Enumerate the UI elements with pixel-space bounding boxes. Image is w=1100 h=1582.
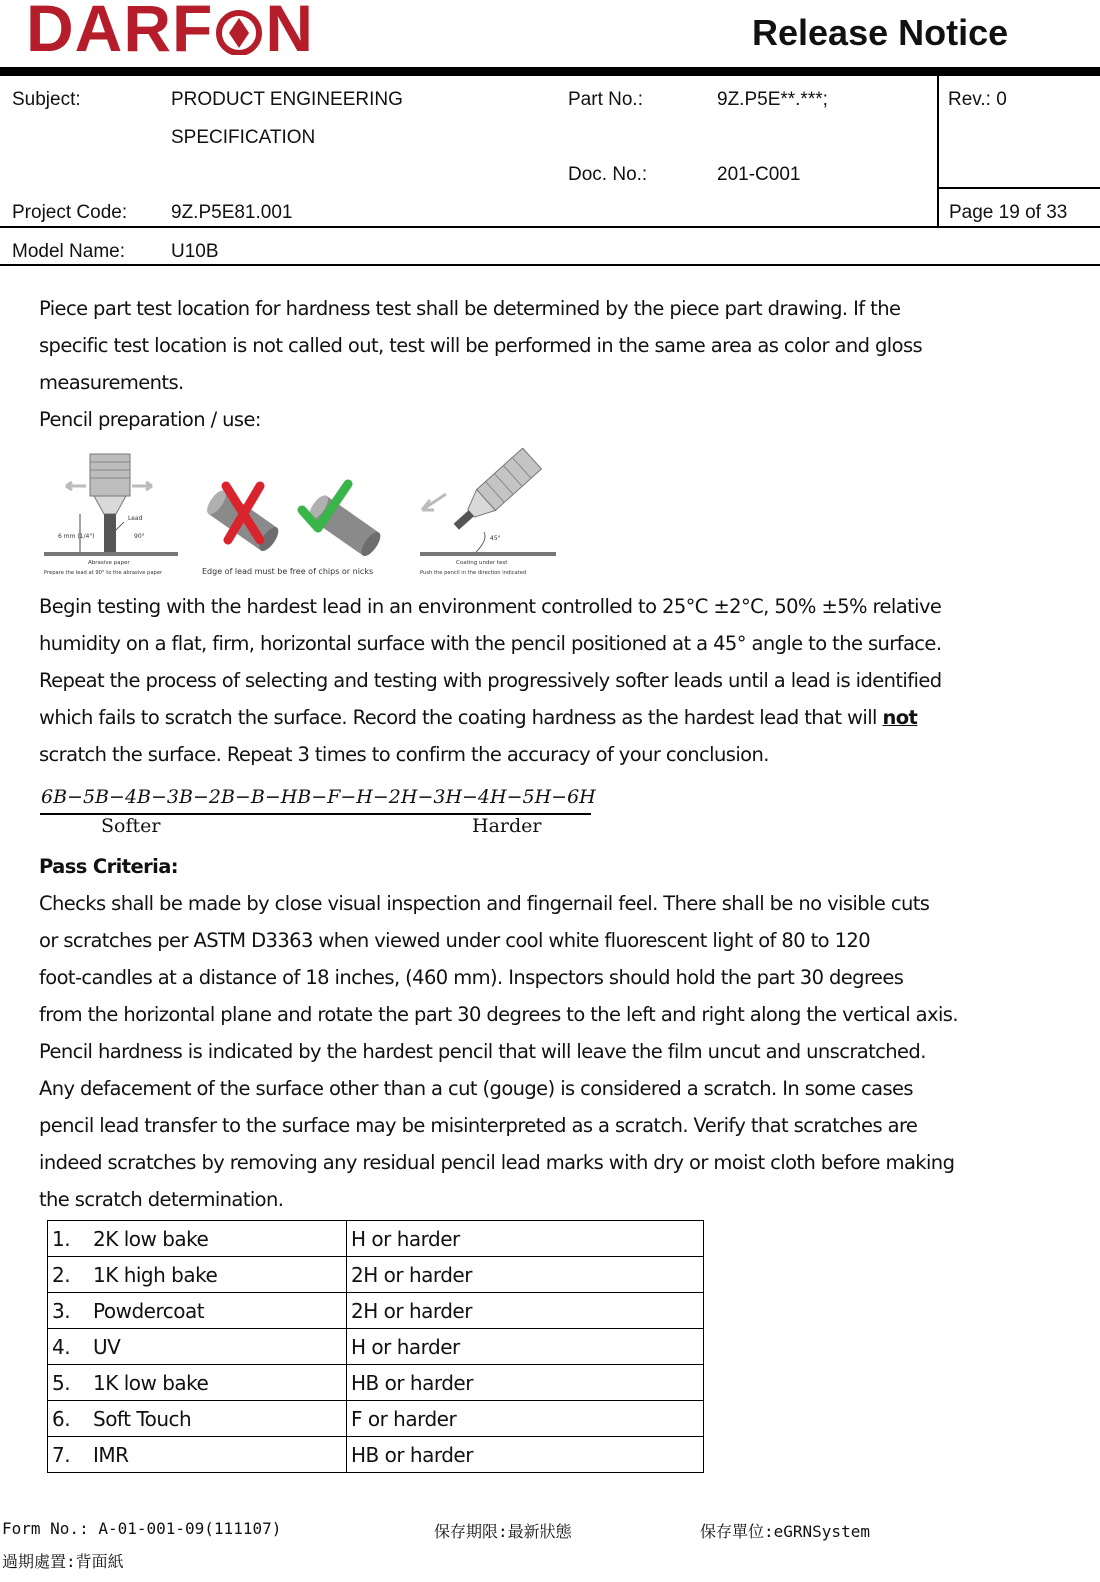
model-name-label: Model Name: (12, 241, 125, 262)
logo-mark-icon (215, 4, 263, 52)
hardness-requirements-table (47, 1220, 704, 1473)
requirement-cell: F or harder (347, 1401, 704, 1437)
footer-retention: 保存期限:最新狀態 (434, 1522, 572, 1541)
header-divider-page (937, 187, 1100, 189)
rev-label: Rev.: 0 (948, 89, 1007, 110)
finish-cell (48, 1365, 347, 1401)
requirement-cell: H or harder (347, 1221, 704, 1257)
row-number: 3. (52, 1298, 71, 1323)
finish-name: 1K high bake (93, 1262, 218, 1287)
footer-unit: 保存單位:eGRNSystem (700, 1522, 870, 1541)
procedure-line (39, 699, 942, 736)
procedure-line-text: which fails to scratch the surface. Record the coating hardness as the hardest lead that will (39, 706, 883, 729)
model-name-value: U10B (171, 241, 219, 262)
finish-name: IMR (93, 1442, 129, 1467)
intro-paragraph (39, 290, 922, 438)
criteria-line: the scratch determination. (39, 1188, 284, 1211)
finish-name: Soft Touch (93, 1406, 192, 1431)
row-number: 6. (52, 1406, 71, 1431)
page-number: Page 19 of 33 (949, 202, 1068, 223)
subject-value-line2: SPECIFICATION (171, 127, 316, 148)
row-number: 7. (52, 1442, 71, 1467)
intro-line: measurements. (39, 371, 184, 394)
intro-line: specific test location is not called out, test will be performed in the same area as color and gloss (39, 334, 923, 357)
table-row (48, 1293, 704, 1329)
row-number: 4. (52, 1334, 71, 1359)
doc-no-label: Doc. No.: (568, 164, 648, 185)
header-rule (0, 67, 1100, 76)
fig1-caption: Prepare the lead at 90° to the abrasive paper (44, 570, 163, 576)
part-no-label: Part No.: (568, 89, 643, 110)
criteria-line: Checks shall be made by close visual inspection and fingernail feel. There shall be no visible cuts (39, 892, 930, 915)
table-row (48, 1401, 704, 1437)
project-code-label: Project Code: (12, 202, 128, 223)
criteria-line: from the horizontal plane and rotate the part 30 degrees to the left and right along the vertical axis. (39, 1003, 958, 1026)
procedure-line: humidity on a flat, firm, horizontal surface with the pencil positioned at a 45° angle to the surface. (39, 632, 942, 655)
criteria-line: or scratches per ASTM D3363 when viewed under cool white fluorescent light of 80 to 120 (39, 929, 871, 952)
row-number: 1. (52, 1226, 71, 1251)
finish-cell (48, 1437, 347, 1473)
subject-value-line1: PRODUCT ENGINEERING (171, 89, 403, 110)
row-number: 5. (52, 1370, 71, 1395)
finish-name: UV (93, 1334, 121, 1359)
fig1-lead-label: Lead (128, 515, 143, 522)
procedure-paragraph (39, 588, 942, 773)
figure-lead-preparation (40, 448, 180, 580)
table-row (48, 1257, 704, 1293)
requirement-cell: H or harder (347, 1329, 704, 1365)
finish-cell (48, 1329, 347, 1365)
emphasis-not: not (882, 706, 918, 729)
finish-cell (48, 1293, 347, 1329)
pass-criteria-heading: Pass Criteria: (39, 855, 178, 878)
logo-text-left: DARF (26, 0, 214, 65)
figure-lead-edge (198, 448, 388, 580)
table-row (48, 1437, 704, 1473)
fig2-caption: Edge of lead must be free of chips or nicks (202, 567, 374, 576)
footer-form-no: Form No.: A-01-001-09(111107) (2, 1519, 282, 1538)
requirement-cell: 2H or harder (347, 1293, 704, 1329)
finish-cell (48, 1221, 347, 1257)
fig3-angle-label: 45° (490, 535, 501, 542)
part-no-value: 9Z.P5E**.***; (717, 89, 828, 110)
subject-label: Subject: (12, 89, 81, 110)
fig3-coating-label: Coating under test (456, 560, 508, 566)
table-row (48, 1329, 704, 1365)
procedure-line: Begin testing with the hardest lead in an environment controlled to 25°C ±2°C, 50% ±5% relative (39, 595, 942, 618)
pencil-prep-heading: Pencil preparation / use: (39, 408, 261, 431)
criteria-line: indeed scratches by removing any residual pencil lead marks with dry or moist cloth before making (39, 1151, 955, 1174)
row-number: 2. (52, 1262, 71, 1287)
requirement-cell: 2H or harder (347, 1257, 704, 1293)
table-row (48, 1221, 704, 1257)
criteria-line: Any defacement of the surface other than a cut (gouge) is considered a scratch. In some cases (39, 1077, 913, 1100)
procedure-line: scratch the surface. Repeat 3 times to confirm the accuracy of your conclusion. (39, 743, 769, 766)
fig1-angle-label: 90° (134, 533, 145, 540)
criteria-line: pencil lead transfer to the surface may be misinterpreted as a scratch. Verify that scratches are (39, 1114, 918, 1137)
procedure-line: Repeat the process of selecting and testing with progressively softer leads until a lead is identified (39, 669, 942, 692)
hardness-softer-label: Softer (101, 815, 161, 837)
figure-pencil-45-degrees (416, 448, 560, 580)
fig1-paper-label: Abrasive paper (88, 560, 130, 566)
header-divider-bottom (0, 264, 1100, 266)
hardness-scale-sequence: 6B−5B−4B−3B−2B−B−HB−F−H−2H−3H−4H−5H−6H (41, 786, 596, 808)
intro-line: Piece part test location for hardness test shall be determined by the piece part drawing. If the (39, 297, 901, 320)
criteria-line: foot-candles at a distance of 18 inches, (460 mm). Inspectors should hold the part 30 degrees (39, 966, 904, 989)
footer-disposal: 過期處置:背面紙 (2, 1552, 124, 1571)
pass-criteria-section (39, 848, 958, 1218)
finish-cell (48, 1257, 347, 1293)
finish-name: 2K low bake (93, 1226, 209, 1251)
darfon-logo (26, 0, 314, 65)
doc-no-value: 201-C001 (717, 164, 801, 185)
fig3-caption: Push the pencil in the direction indicated (420, 570, 527, 576)
finish-name: 1K low bake (93, 1370, 209, 1395)
criteria-line: Pencil hardness is indicated by the hardest pencil that will leave the film uncut and unscratched. (39, 1040, 926, 1063)
fig1-dim-label: 6 mm (1/4") (58, 533, 95, 540)
header-divider-row (0, 226, 1100, 228)
finish-cell (48, 1401, 347, 1437)
logo-text-right: N (265, 0, 314, 65)
finish-name: Powdercoat (93, 1298, 205, 1323)
project-code-value: 9Z.P5E81.001 (171, 202, 293, 223)
hardness-harder-label: Harder (472, 815, 542, 837)
requirement-cell: HB or harder (347, 1365, 704, 1401)
document-title: Release Notice (752, 12, 1009, 53)
table-row (48, 1365, 704, 1401)
requirement-cell: HB or harder (347, 1437, 704, 1473)
header-divider-vertical (937, 76, 939, 227)
